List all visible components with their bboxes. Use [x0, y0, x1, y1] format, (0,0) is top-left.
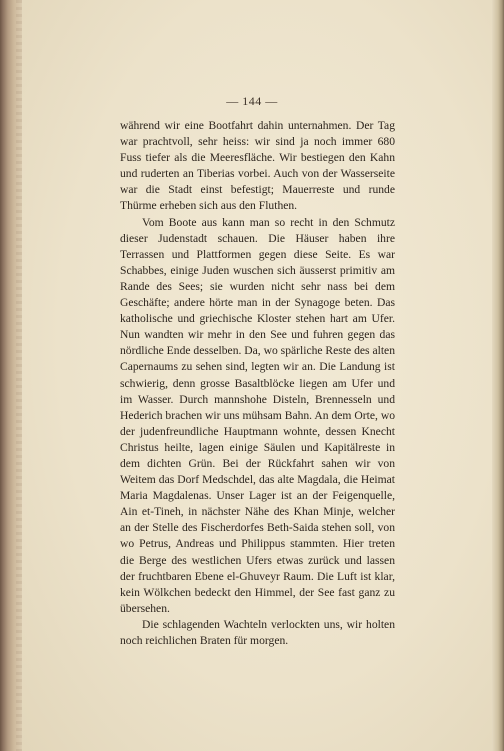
paragraph-continuation: während wir eine Bootfahrt dahin unternahmen. Der Tag war prachtvoll, sehr heiss: wir sind ja noch immer 680 Fuss tiefer als die Meeresfläche. Wir bestiegen den Kahn und ruderten an Tiberias vorbei. Auch von der Wasserseite war die Stadt einst befestigt; Mauerreste und runde Thürme erheben sich aus den Fluthen. — [120, 119, 395, 213]
paragraph-boat-trip: Vom Boote aus kann man so recht in den Schmutz dieser Judenstadt schauen. Die Häuser haben ihre Terrassen und Plattformen gegen diese Seite. Es war Schabbes, einige Juden wuschen sich äusserst primitiv am Rande des Sees; sie wurden nicht sehr nass bei dem Geschäfte; andere hörte man in der Synagoge beten. Das katholische und griechische Kloster stehen hart am Ufer. Nun wandten wir mehr in den See und fuhren gegen das nördliche Ende desselben. Da, wo spärliche Reste des alten Capernaums zu sehen sind, legten wir an. Die Landung ist schwierig, denn grosse Basaltblöcke liegen am Ufer und im Wasser. Durch mannshohe Disteln, Brennesseln und Hederich brachen wir uns mühsam Bahn. An dem Orte, wo der judenfreundliche Hauptmann wohnte, dessen Knecht Christus heilte, lagen einige Säulen und Kapitälreste in dem dichten Grün. Bei der Rückfahrt sahen wir von Weitem das Dorf Medschdel, das alte Magdala, die Heimat Maria Magdalenas. Unser Lager ist an der Feigenquelle, Ain et-Tineh, in nächster Nähe des Khan Minje, welcher an der Stelle des Fischerdorfes Beth-Saida stehen soll, von wo Petrus, Andreas und Philippus stammten. Hier treten die Berge des westlichen Ufers etwas zurück und lassen der fruchtbaren Ebene el-Ghuveyr Raum. Die Luft ist klar, kein Wölkchen bedeckt den Himmel, der See fast ganz zu übersehen. — [120, 215, 395, 615]
paragraph-quails: Die schlagenden Wachteln verlockten uns, wir holten noch reichlichen Braten für morgen. — [120, 617, 395, 647]
page-number: — 144 — — [226, 94, 278, 108]
page-edge-shadow — [492, 0, 504, 751]
body-text — [120, 118, 395, 649]
book-binding-edge — [0, 0, 22, 751]
